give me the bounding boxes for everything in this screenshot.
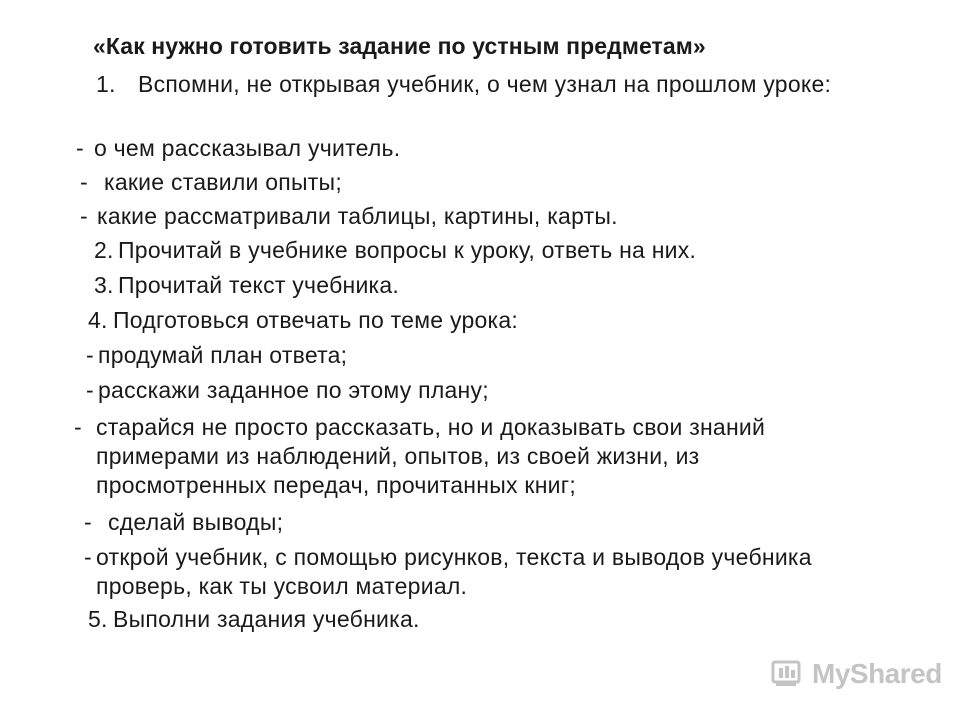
list-item-text: Выполни задания учебника. — [113, 606, 420, 632]
list-item — [76, 134, 856, 163]
watermark — [770, 654, 942, 694]
list-item-marker: - — [86, 342, 94, 368]
list-item-marker: - — [74, 414, 82, 440]
watermark-text: MyShared — [812, 658, 942, 689]
list-item — [94, 271, 874, 300]
list-item-marker: - — [76, 135, 84, 161]
list-item — [80, 202, 860, 231]
list-item-marker: 3. — [94, 272, 114, 298]
list-item — [86, 376, 866, 405]
list-item-marker: 2. — [94, 237, 114, 263]
list-item — [88, 605, 868, 634]
slide-title: «Как нужно готовить задание по устным предметам» — [93, 33, 706, 59]
myshared-logo-icon — [770, 656, 806, 692]
list-item-text: старайся не просто рассказать, но и доказывать свои знаний примерами из наблюдений, опытов, из своей жизни, из просмотренных передач, прочитанных книг; — [96, 414, 766, 498]
list-item-text: продумай план ответа; — [98, 342, 348, 368]
list-item-text: Прочитай текст учебника. — [118, 272, 400, 298]
list-item-text: Прочитай в учебнике вопросы к уроку, ответь на них. — [118, 237, 697, 263]
list-item-text: о чем рассказывал учитель. — [94, 135, 401, 161]
list-item — [86, 341, 866, 370]
list-item — [74, 413, 864, 500]
list-item-marker: - — [86, 377, 94, 403]
list-item — [84, 508, 864, 537]
list-item-marker: 4. — [88, 307, 108, 333]
list-item-marker: - — [80, 169, 88, 195]
list-item — [80, 168, 860, 197]
list-item-marker: - — [84, 509, 92, 535]
list-item-marker: 5. — [88, 606, 108, 632]
list-item — [88, 306, 868, 335]
list-item-text: какие ставили опыты; — [104, 169, 342, 195]
list-item-text: Вспомни, не открывая учебник, о чем узнал на прошлом уроке: — [138, 71, 832, 97]
list-item-marker: - — [84, 544, 92, 570]
list-item-text: расскажи заданное по этому плану; — [98, 377, 489, 403]
list-item-marker: 1. — [96, 71, 116, 97]
list-item — [94, 236, 874, 265]
list-item — [96, 70, 856, 99]
list-item-text: Подготовься отвечать по теме урока: — [113, 307, 519, 333]
list-item-marker: - — [80, 203, 88, 229]
list-item — [84, 543, 864, 601]
list-item-text: открой учебник, с помощью рисунков, текста и выводов учебника проверь, как ты усвоил материал. — [96, 544, 812, 599]
list-item-text: сделай выводы; — [108, 509, 284, 535]
list-item-text: какие рассматривали таблицы, картины, карты. — [97, 203, 618, 229]
